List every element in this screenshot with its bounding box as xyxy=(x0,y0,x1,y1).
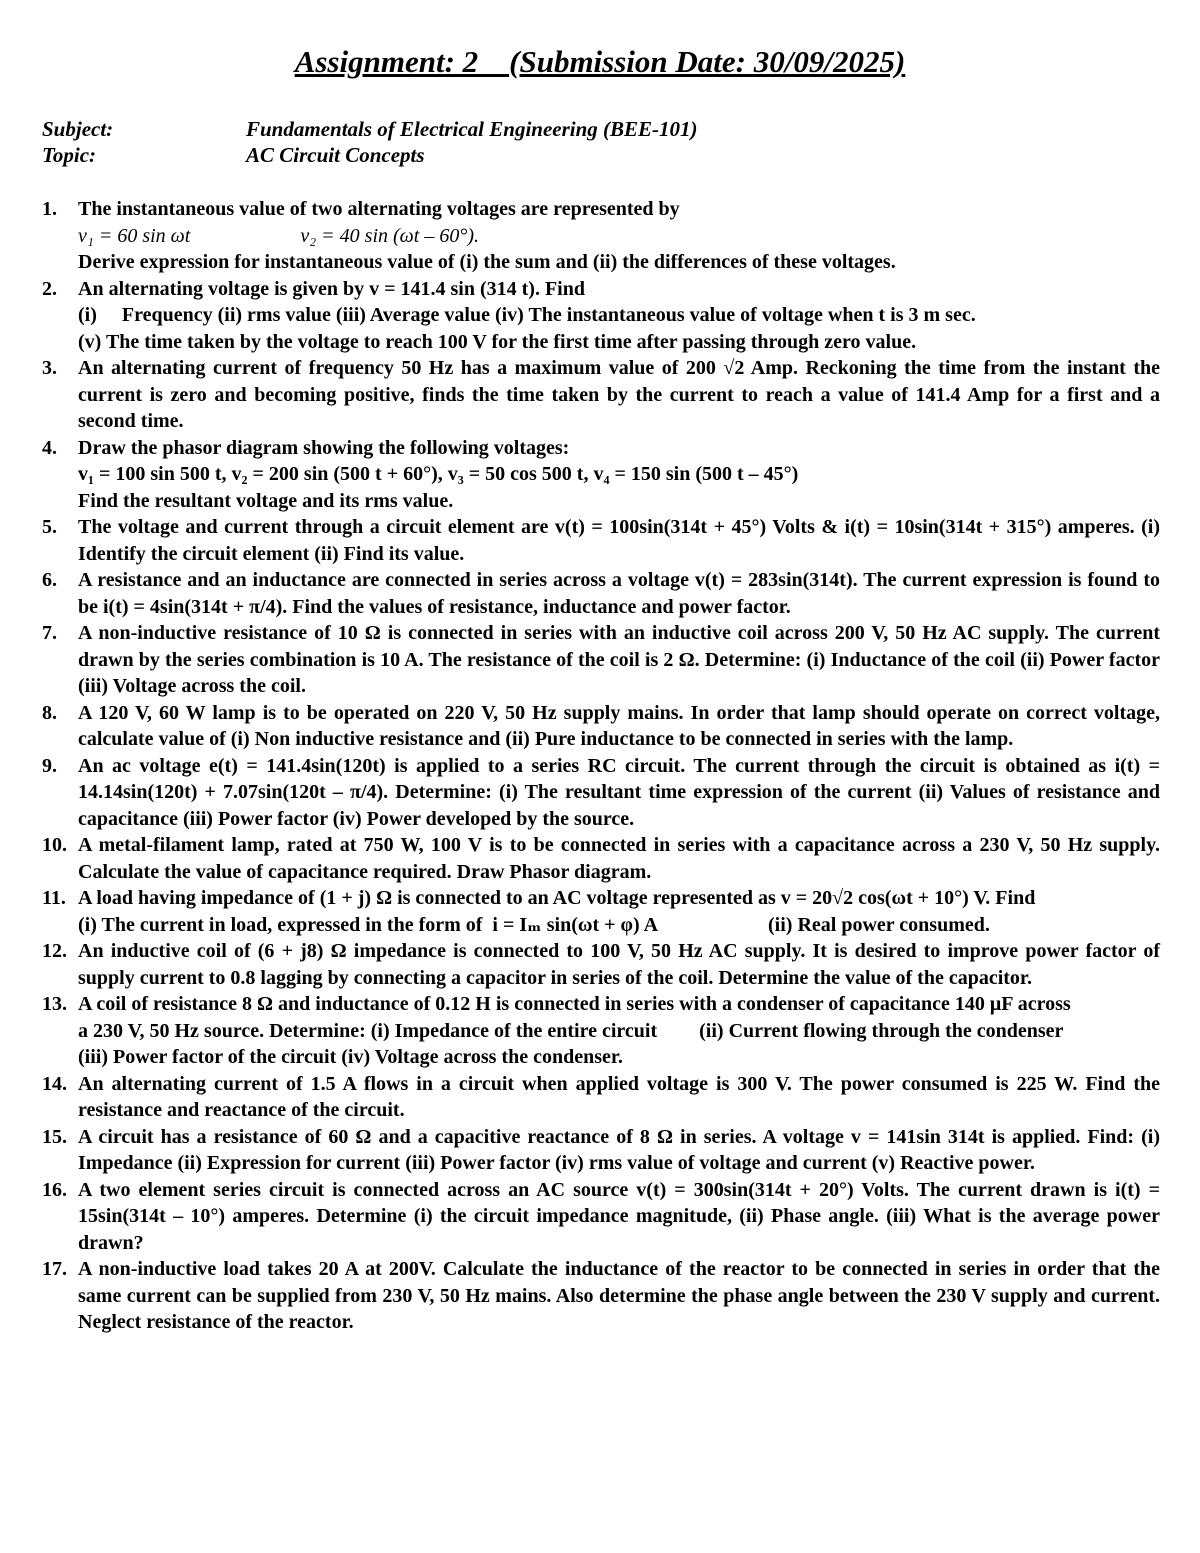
question-14 xyxy=(42,1071,1160,1124)
question-text: An alternating voltage is given by v = 141.4 sin (314 t). Find xyxy=(78,277,585,300)
question-17 xyxy=(42,1256,1160,1336)
question-number: 5. xyxy=(42,516,57,538)
question-8 xyxy=(42,700,1160,753)
question-9 xyxy=(42,753,1160,833)
subject-value: Fundamentals of Electrical Engineering (BEE-101) xyxy=(246,117,698,141)
question-list xyxy=(42,196,1160,1336)
question-text: Derive expression for instantaneous value of (i) the sum and (ii) the differences of these voltages. xyxy=(78,251,896,273)
question-text: Draw the phasor diagram showing the following voltages: xyxy=(78,436,570,459)
question-1 xyxy=(42,196,1160,276)
question-text: The instantaneous value of two alternating voltages are represented by xyxy=(78,198,680,220)
question-text: (v) The time taken by the voltage to reach 100 V for the first time after passing through zero value. xyxy=(78,330,917,353)
question-7 xyxy=(42,620,1160,700)
question-number: 15. xyxy=(42,1125,67,1148)
question-number: 3. xyxy=(42,357,57,379)
question-text: A circuit has a resistance of 60 Ω and a capacitive reactance of 8 Ω in series. A voltage v = 141sin 314t is applied. Find: (i) Impedance (ii) Expression for current (iii) Power factor (iv) rms value of voltage and current (v) Reactive power. xyxy=(78,1125,1160,1174)
question-text: A two element series circuit is connected across an AC source v(t) = 300sin(314t + 20°) Volts. The current drawn is i(t) = 15sin(314t – 10°) amperes. Determine (i) the circuit impedance magnitude, (ii) Phase angle. (iii) What is the average power drawn? xyxy=(78,1178,1160,1254)
question-text: An inductive coil of (6 + j8) Ω impedance is connected to 100 V, 50 Hz AC supply. It is desired to improve power factor of supply current to 0.8 lagging by connecting a capacitor in series of the coil. Determine the value of the capacitor. xyxy=(78,940,1160,989)
question-5 xyxy=(42,514,1160,567)
question-number: 2. xyxy=(42,277,57,300)
question-text: A coil of resistance 8 Ω and inductance of 0.12 H is connected in series with a condenser of capacitance 140 μF across xyxy=(78,993,1071,1015)
question-16 xyxy=(42,1177,1160,1257)
subject-row xyxy=(42,116,698,142)
question-text: The voltage and current through a circuit element are v(t) = 100sin(314t + 45°) Volts & i(t) = 10sin(314t + 315°) amperes. (i) Identify the circuit element (ii) Find its value. xyxy=(78,516,1160,565)
question-number: 12. xyxy=(42,940,67,962)
question-12 xyxy=(42,938,1160,991)
assignment-meta xyxy=(42,116,698,168)
question-number: 17. xyxy=(42,1258,67,1280)
question-number: 11. xyxy=(42,887,66,909)
question-text: A metal-filament lamp, rated at 750 W, 100 V is to be connected in series with a capacitance across a 230 V, 50 Hz supply. Calculate the value of capacitance required. Draw Phasor diagram. xyxy=(78,834,1160,883)
question-number: 16. xyxy=(42,1178,67,1201)
question-text: A load having impedance of (1 + j) Ω is connected to an AC voltage represented as v = 20√2 cos(ωt + 10°) V. Find xyxy=(78,887,1036,909)
question-number: 8. xyxy=(42,701,57,724)
subpart-i: (i) The current in load, expressed in the form of i = Iₘ sin(ωt + φ) A xyxy=(78,913,659,936)
question-text: Find the resultant voltage and its rms value. xyxy=(78,489,454,512)
question-text: A non-inductive load takes 20 A at 200V. Calculate the inductance of the reactor to be connected in series in order that the same current can be supplied from 230 V, 50 Hz mains. Also determine the phase angle between the 230 V supply and current. Neglect resistance of the reactor. xyxy=(78,1258,1160,1333)
question-6 xyxy=(42,567,1160,620)
question-13 xyxy=(42,991,1160,1071)
question-equation: v₁ = 100 sin 500 t, v₂ = 200 sin (500 t + 60°), v₃ = 50 cos 500 t, v₄ = 150 sin (500 t – 45°) xyxy=(78,463,799,485)
subpart-ii: (ii) Real power consumed. xyxy=(768,913,990,936)
equation-v2: v₂ = 40 sin (ωt – 60°). xyxy=(300,224,480,247)
question-text: (iii) Power factor of the circuit (iv) Voltage across the condenser. xyxy=(78,1046,623,1068)
question-15 xyxy=(42,1124,1160,1177)
page-title: Assignment: 2 (Submission Date: 30/09/2025) xyxy=(294,44,906,79)
equation-v1: v₁ = 60 sin ωt xyxy=(78,224,191,247)
question-text: An ac voltage e(t) = 141.4sin(120t) is applied to a series RC circuit. The current through the circuit is obtained as i(t) = 14.14sin(120t) + 7.07sin(120t – π/4). Determine: (i) The resultant time expression of the current (ii) Values of resistance and capacitance (iii) Power factor (iv) Power developed by the source. xyxy=(78,754,1160,830)
question-text: (i) Frequency (ii) rms value (iii) Average value (iv) The instantaneous value of voltage when t is 3 m sec. xyxy=(78,304,976,326)
question-text: A 120 V, 60 W lamp is to be operated on 220 V, 50 Hz supply mains. In order that lamp should operate on correct voltage, calculate value of (i) Non inductive resistance and (ii) Pure inductance to be connected in series with the lamp. xyxy=(78,701,1160,750)
question-number: 13. xyxy=(42,993,67,1015)
question-number: 1. xyxy=(42,198,57,220)
question-number: 9. xyxy=(42,754,57,777)
question-equation xyxy=(78,223,1160,250)
question-4 xyxy=(42,435,1160,515)
question-2 xyxy=(42,276,1160,356)
question-text: A resistance and an inductance are connected in series across a voltage v(t) = 283sin(314t). The current expression is found to be i(t) = 4sin(314t + π/4). Find the values of resistance, inductance and power factor. xyxy=(78,569,1160,618)
question-number: 6. xyxy=(42,569,57,591)
question-number: 7. xyxy=(42,622,57,644)
question-number: 14. xyxy=(42,1072,67,1095)
question-11 xyxy=(42,885,1160,938)
subpart-ii: (ii) Current flowing through the condenser xyxy=(699,1019,1064,1042)
question-number: 10. xyxy=(42,834,67,856)
question-number: 4. xyxy=(42,436,57,459)
topic-row xyxy=(42,142,698,168)
question-subparts xyxy=(78,1018,1160,1045)
subject-label: Subject: xyxy=(42,117,114,141)
topic-label: Topic: xyxy=(42,143,97,167)
question-text: An alternating current of frequency 50 Hz has a maximum value of 200 √2 Amp. Reckoning the time from the instant the current is zero and becoming positive, finds the time taken by the current to reach a value of 141.4 Amp for a first and a second time. xyxy=(78,357,1160,432)
subpart-i: a 230 V, 50 Hz source. Determine: (i) Impedance of the entire circuit xyxy=(78,1019,658,1042)
question-text: An alternating current of 1.5 A flows in a circuit when applied voltage is 300 V. The power consumed is 225 W. Find the resistance and reactance of the circuit. xyxy=(78,1072,1160,1121)
topic-value: AC Circuit Concepts xyxy=(246,143,425,167)
question-3 xyxy=(42,355,1160,435)
question-10 xyxy=(42,832,1160,885)
question-subparts xyxy=(78,912,1160,939)
question-text: A non-inductive resistance of 10 Ω is connected in series with an inductive coil across 200 V, 50 Hz AC supply. The current drawn by the series combination is 10 A. The resistance of the coil is 2 Ω. Determine: (i) Inductance of the coil (ii) Power factor (iii) Voltage across the coil. xyxy=(78,622,1160,697)
